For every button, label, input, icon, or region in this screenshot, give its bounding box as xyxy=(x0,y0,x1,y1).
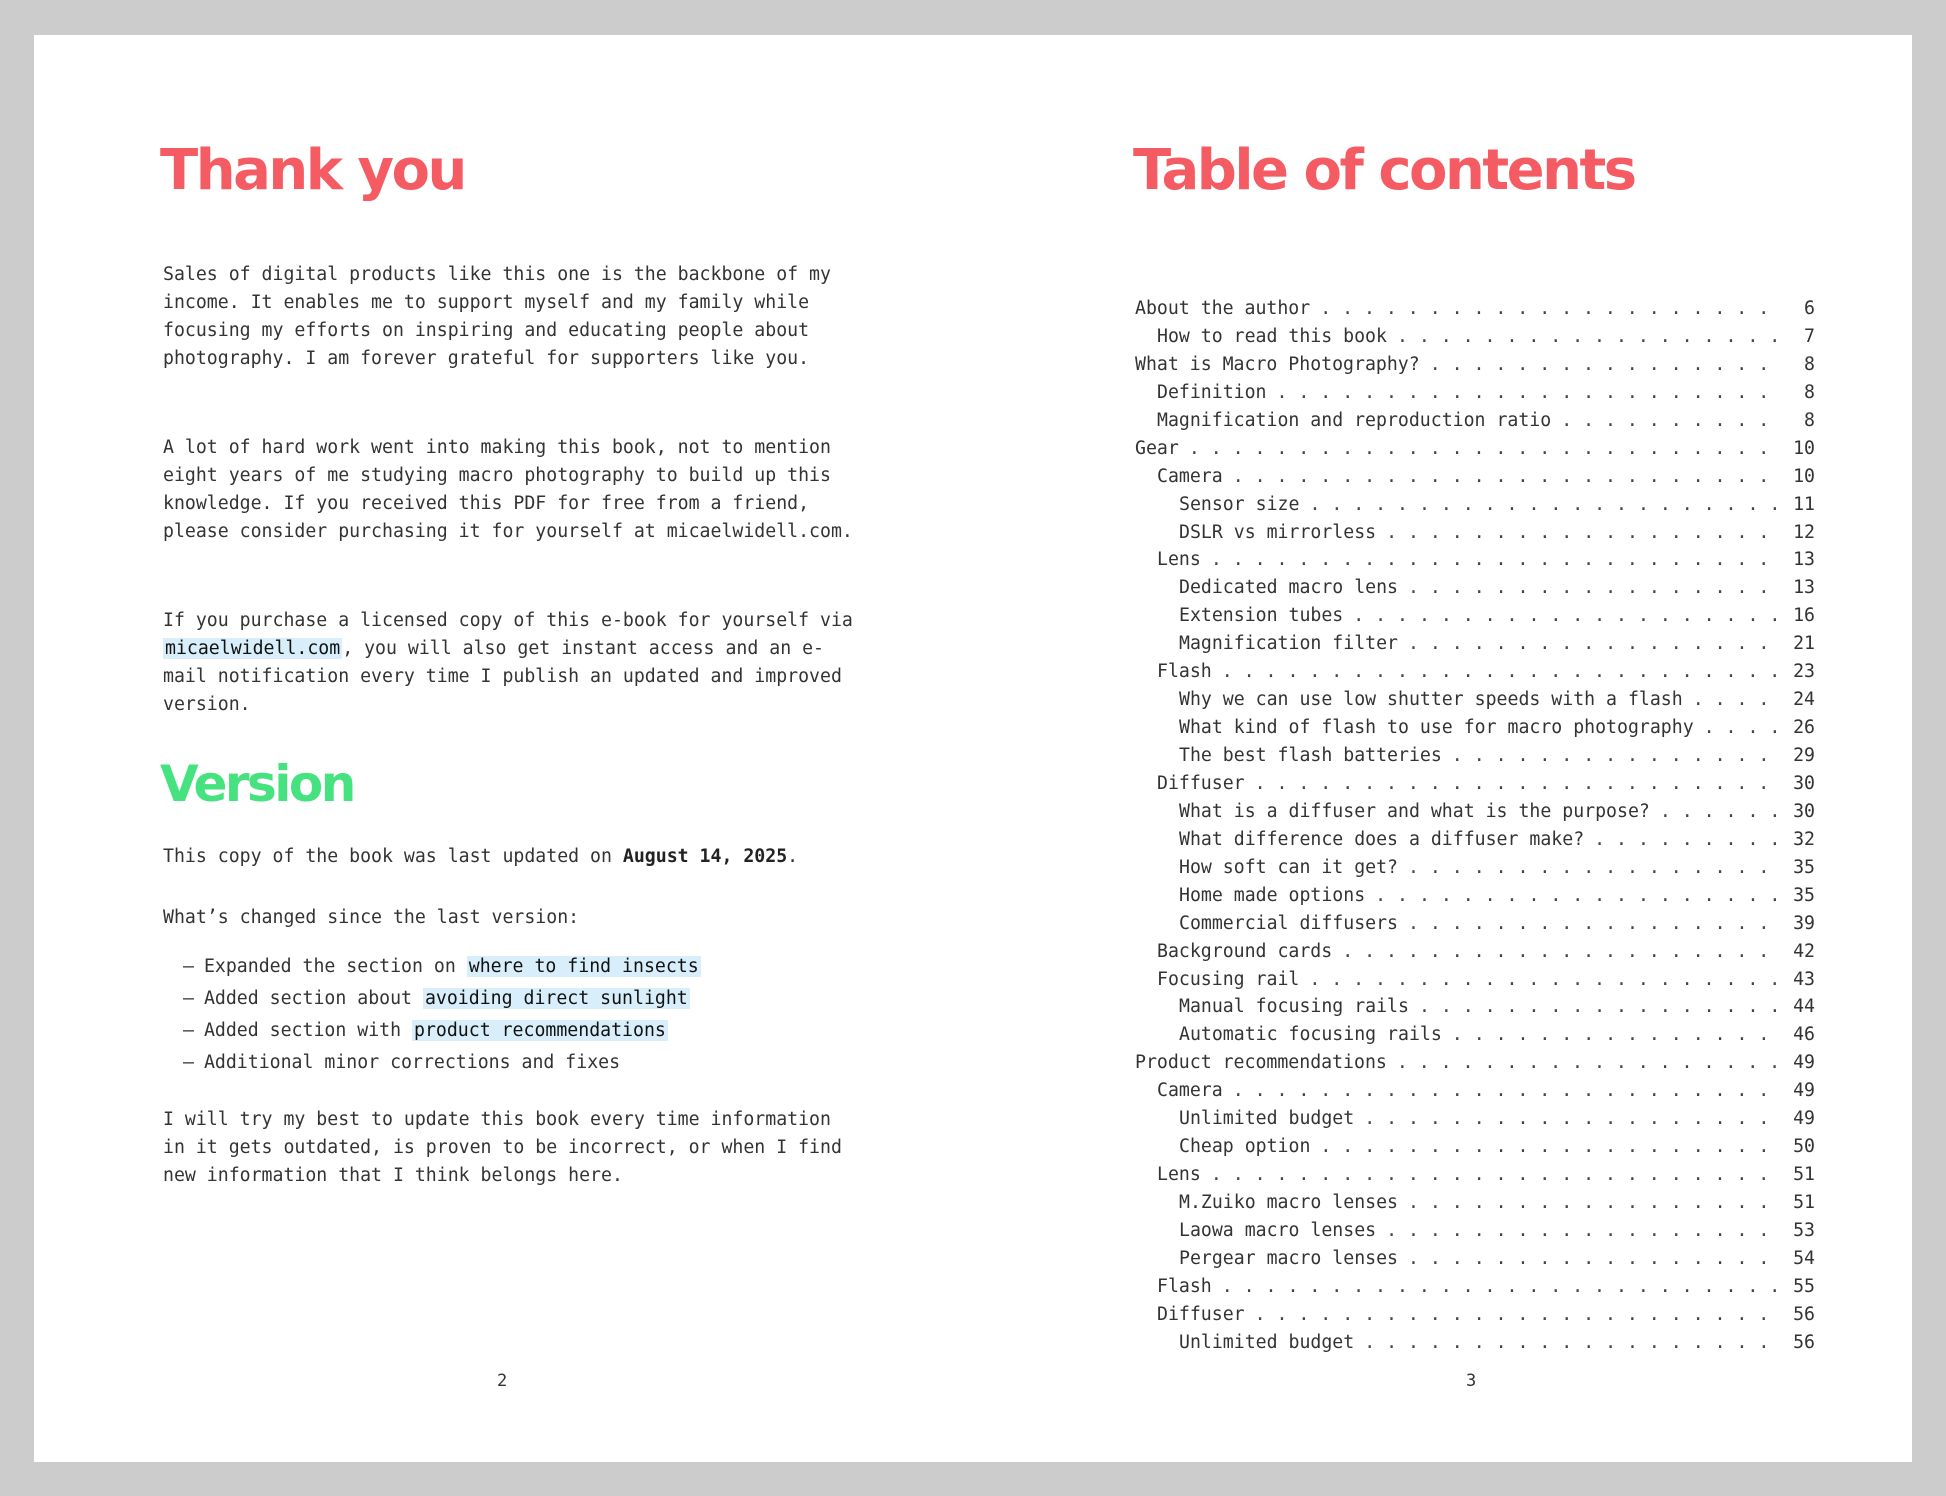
toc-entry-label: Unlimited budget xyxy=(1179,1331,1355,1353)
toc-entry[interactable] xyxy=(1135,798,1815,826)
toc-entry-label: M.Zuiko macro lenses xyxy=(1179,1192,1398,1213)
toc-dot-leader xyxy=(1452,742,1779,770)
toc-entry-page: 53 xyxy=(1793,1219,1815,1241)
toc-entry-page: 32 xyxy=(1793,828,1815,850)
toc-dot-leader xyxy=(1397,1049,1779,1077)
toc-dot-leader xyxy=(1320,295,1779,323)
toc-dot-leader xyxy=(1375,882,1779,910)
toc-entry-label: Magnification filter xyxy=(1179,633,1398,655)
toc-dot-leader xyxy=(1353,602,1779,630)
toc-dot-leader xyxy=(1222,1273,1779,1301)
toc-entry-page: 44 xyxy=(1793,996,1815,1018)
toc-entry-label: Diffuser xyxy=(1157,1303,1245,1325)
toc-entry[interactable] xyxy=(1135,1273,1815,1301)
toc-dot-leader xyxy=(1222,658,1779,686)
toc-entry-page: 10 xyxy=(1793,437,1815,459)
toc-entry-label: Definition xyxy=(1157,381,1267,403)
toc-dot-leader xyxy=(1255,1301,1779,1329)
toc-dot-leader xyxy=(1233,1077,1779,1105)
toc-entry[interactable] xyxy=(1135,630,1815,658)
toc-entry-label: Why we can use low shutter speeds with a flash xyxy=(1179,689,1683,711)
toc-entry[interactable] xyxy=(1135,351,1815,379)
dash-bullet: – xyxy=(183,1052,194,1073)
toc-dot-leader xyxy=(1277,379,1780,407)
toc-entry[interactable] xyxy=(1135,993,1815,1021)
toc-entry-label: Background cards xyxy=(1157,940,1333,962)
toc-heading: Table of contents xyxy=(1133,138,1635,203)
toc-dot-leader xyxy=(1561,407,1779,435)
change-item xyxy=(183,983,843,1015)
toc-entry[interactable] xyxy=(1135,714,1815,742)
left-page xyxy=(34,35,973,1462)
toc-entry-page: 43 xyxy=(1793,968,1815,990)
toc-entry-label: How soft can it get? xyxy=(1179,856,1398,878)
toc-entry[interactable] xyxy=(1135,379,1815,407)
toc-entry-label: What difference does a diffuser make? xyxy=(1179,828,1585,850)
toc-entry-label: Home made options xyxy=(1179,884,1366,906)
paragraph-purchase-block xyxy=(163,434,853,546)
toc-entry-label: Sensor size xyxy=(1179,493,1300,515)
toc-entry-page: 29 xyxy=(1793,745,1815,766)
toc-entry[interactable] xyxy=(1135,1021,1815,1049)
toc-entry-label: Product recommendations xyxy=(1135,1052,1387,1074)
toc-entry-page: 23 xyxy=(1793,661,1815,683)
toc-dot-leader xyxy=(1452,1021,1779,1049)
toc-entry[interactable] xyxy=(1135,910,1815,938)
change-item xyxy=(183,1015,843,1047)
toc-dot-leader xyxy=(1594,826,1779,854)
toc-entry-label: How to read this book xyxy=(1157,325,1387,347)
toc-dot-leader xyxy=(1342,938,1779,966)
toc-entry-page: 24 xyxy=(1793,689,1815,711)
paragraph-license xyxy=(163,607,853,719)
toc-entry-label: Commercial diffusers xyxy=(1179,912,1398,934)
toc-dot-leader xyxy=(1320,1133,1779,1161)
closing-paragraph: I will try my best to update this book every time information in it gets outdated, is proven to be incorrect, or when I find new information that I think belongs here. xyxy=(163,1109,842,1186)
toc-entry-page: 8 xyxy=(1804,381,1815,403)
toc-entry[interactable] xyxy=(1135,1217,1815,1245)
toc-dot-leader xyxy=(1408,1245,1779,1273)
change-item xyxy=(183,951,843,983)
toc-entry[interactable] xyxy=(1135,1245,1815,1273)
toc-dot-leader xyxy=(1189,435,1779,463)
toc-entry[interactable] xyxy=(1135,938,1815,966)
toc-entry-page: 50 xyxy=(1793,1136,1815,1158)
toc-entry-page: 55 xyxy=(1793,1275,1815,1297)
toc-entry-page: 56 xyxy=(1793,1331,1815,1353)
toc-dot-leader xyxy=(1704,714,1779,742)
toc-entry-page: 51 xyxy=(1793,1164,1815,1186)
toc-dot-leader xyxy=(1386,1217,1779,1245)
toc-entry[interactable] xyxy=(1135,323,1815,351)
toc-entry-page: 16 xyxy=(1793,605,1815,627)
toc-entry-page: 13 xyxy=(1793,577,1815,599)
toc-entry-label: Flash xyxy=(1157,1275,1212,1297)
toc-dot-leader xyxy=(1233,463,1779,491)
toc-entry[interactable] xyxy=(1135,463,1815,491)
changes-intro-block xyxy=(163,904,853,932)
dash-bullet: – xyxy=(183,988,194,1009)
toc-dot-leader xyxy=(1211,1161,1779,1189)
toc-entry-label: Flash xyxy=(1157,661,1212,683)
toc-dot-leader xyxy=(1693,686,1779,714)
change-link[interactable]: product recommendations xyxy=(414,1020,666,1041)
toc-entry[interactable] xyxy=(1135,435,1815,463)
toc-entry-page: 10 xyxy=(1793,465,1815,487)
toc-entry[interactable] xyxy=(1135,742,1815,770)
toc-dot-leader xyxy=(1660,798,1779,826)
toc-entry-label: Lens xyxy=(1157,549,1201,571)
toc-entry[interactable] xyxy=(1135,546,1815,574)
toc-entry-page: 35 xyxy=(1793,884,1815,906)
toc-entry[interactable] xyxy=(1135,1301,1815,1329)
toc-entry[interactable] xyxy=(1135,1105,1815,1133)
toc-dot-leader xyxy=(1419,993,1779,1021)
toc-entry[interactable] xyxy=(1135,854,1815,882)
toc-dot-leader xyxy=(1309,966,1779,994)
change-text: Expanded the section on xyxy=(203,956,467,977)
toc-entry[interactable] xyxy=(1135,1133,1815,1161)
dash-bullet: – xyxy=(183,1020,194,1041)
toc-entry[interactable] xyxy=(1135,658,1815,686)
toc-dot-leader xyxy=(1408,630,1779,658)
thank-you-body xyxy=(163,261,853,373)
page-number-right: 3 xyxy=(1466,1371,1477,1391)
changes-list xyxy=(183,951,843,1079)
license-text-after: , you will also get instant access and an e-mail notification every time I publish an updated and improved version. xyxy=(163,638,842,715)
toc-entry-label: Pergear macro lenses xyxy=(1179,1247,1398,1269)
toc-entry[interactable] xyxy=(1135,1189,1815,1217)
dash-bullet: – xyxy=(183,956,194,977)
toc-entry-label: Focusing rail xyxy=(1157,968,1300,990)
toc-entry-page: 30 xyxy=(1793,800,1815,822)
change-text: Added section with xyxy=(203,1020,412,1041)
toc-entry-page: 12 xyxy=(1793,521,1815,543)
change-link[interactable]: avoiding direct sunlight xyxy=(424,988,688,1009)
toc-entry-label: Unlimited budget xyxy=(1179,1108,1355,1130)
toc-entry-page: 13 xyxy=(1793,549,1815,571)
thank-you-heading: Thank you xyxy=(160,138,465,203)
toc-dot-leader xyxy=(1309,491,1779,519)
toc-entry[interactable] xyxy=(1135,574,1815,602)
toc-entry-label: What is a diffuser and what is the purpose? xyxy=(1179,800,1650,822)
toc-entry-label: Manual focusing rails xyxy=(1179,996,1409,1018)
toc-entry-page: 46 xyxy=(1793,1024,1815,1046)
toc-entry[interactable] xyxy=(1135,686,1815,714)
paragraph-purchase: A lot of hard work went into making this book, not to mention eight years of me studying macro photography to build up this knowledge. If you received this PDF for free from a friend, please consider purchasing it for yourself at micaelwidell.com. xyxy=(163,437,853,542)
toc-entry-page: 56 xyxy=(1793,1303,1815,1325)
toc-entry-label: Dedicated macro lens xyxy=(1179,577,1398,599)
toc-dot-leader xyxy=(1408,1189,1779,1217)
toc-dot-leader xyxy=(1408,574,1779,602)
toc-entry[interactable] xyxy=(1135,882,1815,910)
updated-date: August 14, 2025 xyxy=(622,846,788,867)
toc-entry-page: 11 xyxy=(1793,493,1815,515)
closing-block xyxy=(163,1106,853,1190)
toc-dot-leader xyxy=(1408,910,1779,938)
toc-entry-label: Camera xyxy=(1157,1080,1223,1102)
toc-entry-page: 8 xyxy=(1804,353,1815,375)
toc-entry[interactable] xyxy=(1135,1161,1815,1189)
toc-entry-label: DSLR vs mirrorless xyxy=(1179,521,1377,543)
toc-entry-label: What is Macro Photography? xyxy=(1135,353,1420,375)
toc-entry-page: 51 xyxy=(1793,1192,1815,1213)
toc-entry[interactable] xyxy=(1135,295,1815,323)
updated-line-block xyxy=(163,843,853,871)
toc-entry[interactable] xyxy=(1135,1329,1815,1357)
toc-entry[interactable] xyxy=(1135,407,1815,435)
toc-dot-leader xyxy=(1430,351,1779,379)
toc-entry-label: Lens xyxy=(1157,1164,1201,1186)
toc-entry-label: Cheap option xyxy=(1179,1136,1311,1158)
book-spread xyxy=(34,35,1912,1462)
toc-entry-label: The best flash batteries xyxy=(1179,745,1442,766)
toc-entry[interactable] xyxy=(1135,491,1815,519)
toc-entry-label: About the author xyxy=(1135,298,1311,319)
version-heading: Version xyxy=(160,755,354,813)
page-number-left: 2 xyxy=(497,1371,508,1391)
toc-dot-leader xyxy=(1386,519,1779,547)
toc-entry-page: 39 xyxy=(1793,912,1815,934)
paragraph-support: Sales of digital products like this one is the backbone of my income. It enables me to support myself and my family while focusing my efforts on inspiring and educating people about photography. I am forever grateful for supporters like you. xyxy=(163,264,831,369)
license-text-before: If you purchase a licensed copy of this e-book for yourself via xyxy=(163,610,853,631)
toc-dot-leader xyxy=(1364,1105,1779,1133)
toc-dot-leader xyxy=(1255,770,1779,798)
change-item xyxy=(183,1047,843,1079)
toc-entry[interactable] xyxy=(1135,966,1815,994)
paragraph-license-block xyxy=(163,607,853,719)
toc-entry-label: Automatic focusing rails xyxy=(1179,1024,1442,1046)
toc-entry[interactable] xyxy=(1135,770,1815,798)
toc-entry-label: Laowa macro lenses xyxy=(1179,1219,1377,1241)
table-of-contents xyxy=(1135,295,1815,1357)
updated-line xyxy=(163,843,853,871)
toc-entry-page: 49 xyxy=(1793,1052,1815,1074)
toc-entry-label: Magnification and reproduction ratio xyxy=(1157,409,1552,431)
toc-dot-leader xyxy=(1364,1329,1779,1357)
change-text: Additional minor corrections and fixes xyxy=(203,1052,621,1073)
toc-entry[interactable] xyxy=(1135,602,1815,630)
toc-dot-leader xyxy=(1408,854,1779,882)
toc-entry[interactable] xyxy=(1135,1077,1815,1105)
changes-intro: What’s changed since the last version: xyxy=(163,907,580,928)
toc-entry-page: 42 xyxy=(1793,940,1815,962)
toc-entry-label: Extension tubes xyxy=(1179,605,1344,627)
toc-dot-leader xyxy=(1397,323,1779,351)
updated-text-before: This copy of the book was last updated on xyxy=(163,846,623,867)
toc-entry-label: Diffuser xyxy=(1157,772,1245,794)
toc-entry-page: 26 xyxy=(1793,717,1815,739)
toc-entry-page: 8 xyxy=(1804,409,1815,431)
toc-entry-page: 6 xyxy=(1804,298,1815,319)
updated-text-after: . xyxy=(787,846,799,867)
website-link[interactable]: micaelwidell.com xyxy=(165,638,341,659)
toc-entry-label: Gear xyxy=(1135,437,1179,459)
toc-entry-page: 49 xyxy=(1793,1108,1815,1130)
toc-entry-page: 49 xyxy=(1793,1080,1815,1102)
toc-entry-page: 54 xyxy=(1793,1247,1815,1269)
toc-entry-label: What kind of flash to use for macro photography xyxy=(1179,717,1694,739)
toc-entry-page: 21 xyxy=(1793,633,1815,655)
toc-entry-page: 30 xyxy=(1793,772,1815,794)
toc-entry[interactable] xyxy=(1135,826,1815,854)
toc-entry-page: 7 xyxy=(1804,325,1815,347)
change-link[interactable]: where to find insects xyxy=(468,956,699,977)
change-text: Added section about xyxy=(203,988,423,1009)
toc-entry-page: 35 xyxy=(1793,856,1815,878)
toc-entry[interactable] xyxy=(1135,519,1815,547)
toc-dot-leader xyxy=(1211,546,1779,574)
toc-entry[interactable] xyxy=(1135,1049,1815,1077)
toc-entry-label: Camera xyxy=(1157,465,1223,487)
